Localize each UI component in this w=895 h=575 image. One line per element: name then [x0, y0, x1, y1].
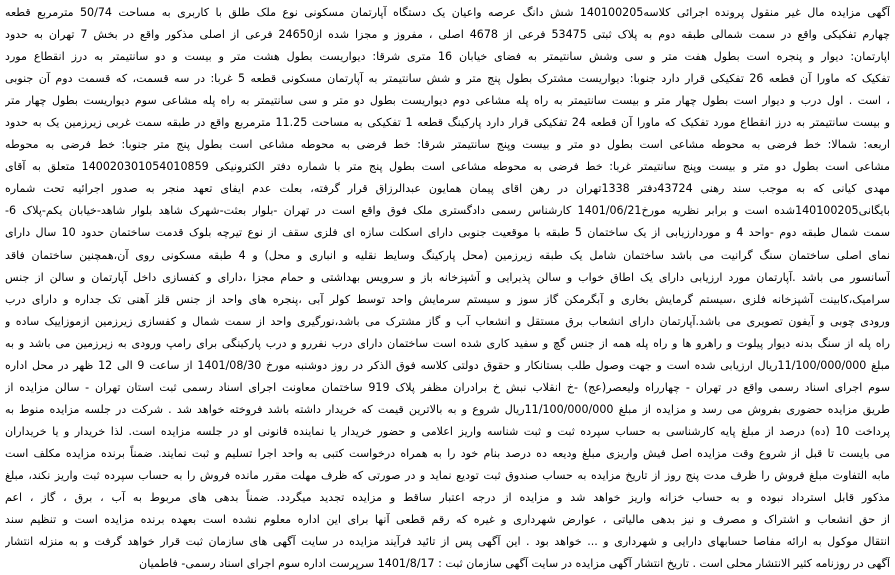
notice-line: چهارم تفکیکی واقع در سمت شمالی طبقه دوم به پلاک ثبتی 53475 فرعی از 4678 اصلی ، مفروز و مجزا شده از24650 فرعی از اصلی مذکور واقع در بخش 7 تهران به حدود [5, 28, 890, 42]
notice-line: آسانسور می باشد .آپارتمان مورد ارزیابی دارای یک اطاق خواب و سالن پذیرایی و آشپزخانه باز و سرویس بهداشتی و حمام مجزا ،دارای و کفسازی داخل آپارتمان و سالن از جنس [5, 270, 890, 284]
notice-line: انتقال موکول به ارائه مفاصا حسابهای دارایی و شهرداری و ... خواهد بود . این آگهی پس از تائید فرآیند مزایده در سایت آگهی های سازمان ثبت قرار خواهد گرفت و به منزله انتشار [5, 535, 890, 549]
notice-line: اربعه: شمالا: خط فرضی به محوطه مشاعی است بطول دو متر و بیست وپنج سانتیمتر شرقا: خط فرضی به محوطه مشاعی است بطول پنج متر جنوبا: خط فرضی به محوطه [5, 138, 890, 152]
notice-line: مابه التفاوت مبلغ فروش را ظرف مدت پنج روز از تاریخ مزایده به حساب صندوق ثبت تودیع نماید و در صورتی که ظرف مهلت مقرر مانده فروش را به حساب سپرده ثبت واریز نکند، مبلغ [5, 468, 890, 482]
notice-line: ، است . اول درب و دیوار است بطول چهار متر و بیست سانتیمتر به راه پله مشاعی دوم دیواریست بطول دو متر و سی سانتیمتر به راه پله مشاعی سوم دیواریست بطول چهار متر [5, 94, 890, 108]
notice-line: مذکور قابل استرداد نبوده و به حساب خزانه واریز خواهد شد و مزایده از درجه اعتبار ساقط و مزایده تجدید میگردد. ضمناً بدهی های مربوط به آب ، برق ، گاز ، اعم [5, 491, 890, 505]
notice-line: از حق انشعاب و اشتراک و مصرف و نیز بدهی مالیاتی ، عوارض شهرداری و غیره که رقم قطعی آنها برای این اداره معلوم نشده است بعهده برنده مزایده است و تنظیم سند [5, 513, 890, 527]
notice-line: بایگانی140100205شده است و برابر نظریه مورخ1401/06/21 کارشناس رسمی دادگستری ملک فوق واقع است در تهران -بلوار بعثت-شهرک شاهد بلوار شاهد-خیابان یکم-پلاک 6- [5, 204, 890, 218]
notice-line: طریق مزایده حضوری بفروش می رسد و مزایده از مبلغ 11/100/000/000ریال شروع و به بالاترین قیمت که خریدار داشته باشد فروخته خواهد شد . شرکت در جلسه مزایده منوط به [5, 402, 890, 416]
notice-line: و بیست سانتیمتر به درز انقطاع مورد تفکیک که ماورا آن قطعه 24 تفکیکی قرار دارد پارکینگ قطعه 1 تفکیکی به مساحت 11.25 مترمربع واقع در طبقه سمت غربی زیرزمین یک به حدود [5, 116, 890, 130]
notice-line: مبلغ 11/100/000/000ریال ارزیابی شده است و جهت وصول طلب بستانکار و حقوق دولتی کلاسه فوق الذکر در روز دوشنبه مورخ 1401/08/30 از ساعت 9 الی 12 ظهر در محل اداره [5, 358, 890, 372]
notice-line: اپارتمان: دیوار و پنجره است بطول هفت متر و سی وشش سانتیمتر به فضای خیابان 16 متری شرقا: دیواریست بطول هشت متر و بیست و دو سانتیمتر به درز انقطاع مورد [5, 50, 890, 64]
notice-line: پرداخت 10 (ده) درصد از مبلغ پایه کارشناسی به حساب سپرده ثبت و ثبت شناسه واریز اعلامی و حضور خریدار یا نماینده قانونی او در جلسه مزایده است. لذا خریدار و یا خریداران [5, 424, 890, 438]
notice-line: ورودی چوبی و آیفون تصویری می باشد.آپارتمان دارای انشعاب برق مستقل و انشعاب آب و گاز مشترک می باشد،نورگیری واحد از سمت شمال و کفسازی زیرزمین ازموزاییک ساده و [5, 314, 890, 328]
notice-line: تفکیک که ماورا آن قطعه 26 تفکیکی قرار دارد جنوبا: دیواریست مشترک بطول پنج متر و شش سانتیمتر به آپارتمان مسکونی قطعه 5 غربا: در سه قسمت، که قسمت دوم آن جنوبی [5, 72, 890, 86]
notice-line: مهدی کیانی که به موجب سند رهنی 43724دفتر 1338تهران در رهن اقای پیمان همایون عبدالرزاق قرار گرفته، بعلت عدم ایفای تعهد منجر به صدور اجرائیه تحت شماره [5, 182, 890, 196]
notice-line: سوم اجرای اسناد رسمی واقع در تهران - چهارراه ولیعصر(عج) -خ انقلاب نبش خ برادران مظفر پلاک 919 ساختمان معاونت اجرای اسناد رسمی ثبت استان تهران - سالن مزایده از [5, 380, 890, 394]
notice-line: نمای اصلی ساختمان سنگ گرانیت می باشد ساختمان شامل یک طبقه زیرزمین (محل پارکینگ وسایط نقلیه و انباری و محل) و 4 طبقه مسکونی روی آن،همچنین ساختمان فاقد [5, 248, 890, 262]
notice-line: مشاعی است بطول دو متر و بیست وپنج سانتیمتر غربا: خط فرضی به محوطه مشاعی است بطول پنج متر با شماره دفتر الکترونیکی 140020301054010859 متعلق به آقای [5, 160, 890, 174]
notice-line: سمت شمال طبقه دوم -واحد 4 و موردارزیابی از یک ساختمان 5 طبقه با موقعیت جنوبی دارای اسکلت سازه ای فلزی سقف از نوع تیرچه بلوک قدمت ساختمان حدود 10 سال دارای [5, 226, 890, 240]
notice-line: آگهی مزایده مال غیر منقول پرونده اجرائی کلاسه140100205 شش دانگ عرصه واعیان یک دستگاه آپارتمان مسکونی نوع ملک طلق با کاربری به مساحت 50/74 مترمربع قطعه [5, 6, 890, 19]
notice-line: سرامیک،کابینت آشپزخانه فلزی ،سیستم گرمایش بخاری و آبگرمکن گاز سوز و سیستم سرمایش واحد توسط کولر آبی ،پنجره های واحد از جنس قلز آهنی تک جداره و دارای درب [5, 292, 890, 306]
notice-line: می بایست تا قبل از شروع وقت مزایده اصل فیش واریزی مبلغ ودیعه ده درصد بنام خود را به همراه درخواست کتبی به واحد اجرا تسلیم و ثبت نمایند. ضمناً برنده مزایده مکلف است [5, 446, 890, 460]
notice-line-last: آگهی در روزنامه کثیر الانتشار محلی است . تاریخ انتشار آگهی مزایده در سایت آگهی سازمان ثبت : 1401/8/17 سرپرست اداره سوم اجرای اسناد رسمی- فاطمیان [139, 557, 890, 571]
notice-line: راه پله از سنگ بدنه دیوار پیلوت و راهرو ها و راه پله همه از جنس گچ و سفید کاری شده است ساختمان دارای درب نفررو و درب پارکینگی برای رامپ ورودی به زیرزمین می باشد و به [5, 336, 890, 350]
